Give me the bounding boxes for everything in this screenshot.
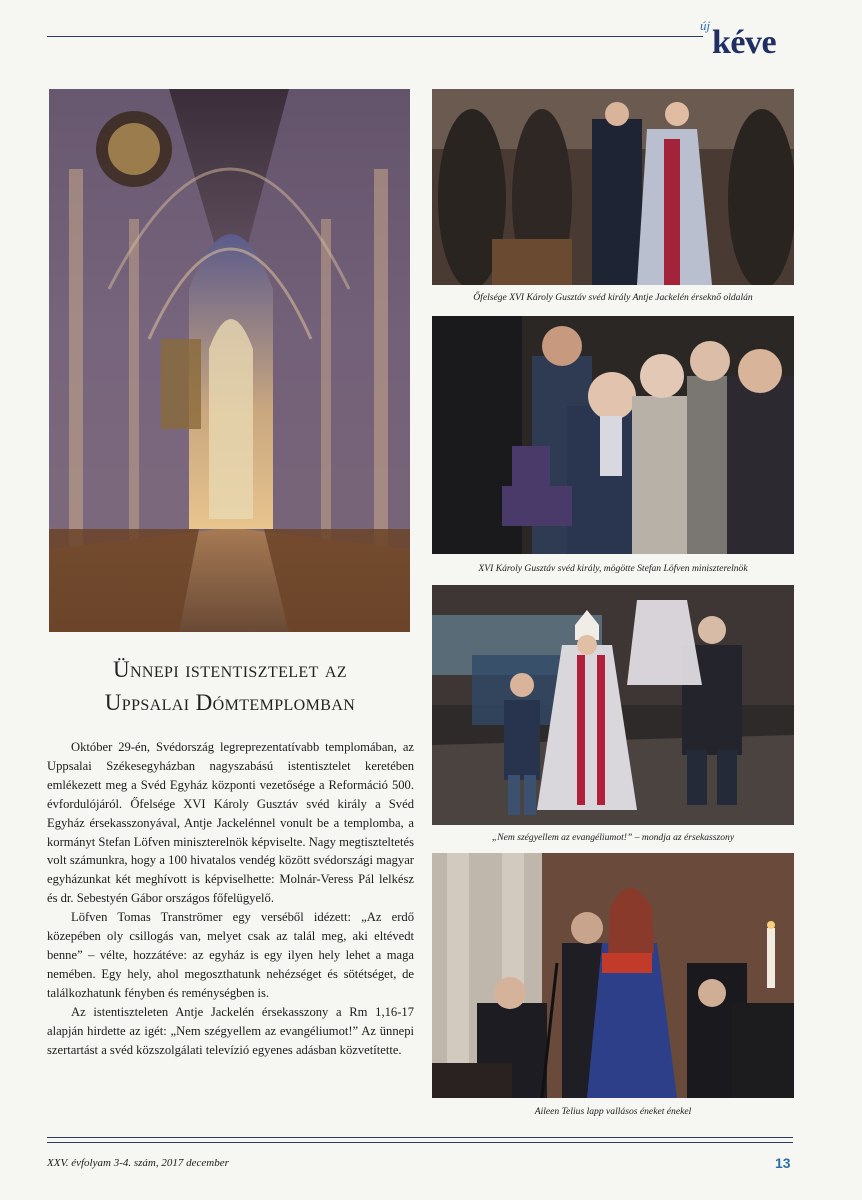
article-title-line2: Uppsalai Dómtemplomban: [104, 690, 356, 715]
footer-rule-thin: [47, 1142, 793, 1143]
king-reading-photo: [432, 316, 794, 554]
article-paragraph: Az istentiszteleten Antje Jackelén érsekasszony a Rm 1,16-17 alapján hirdette az igét: „Nem szégyellem az evangéliumot!” Az ünnepi szertartást a svéd közszolgálati televízió egyenes adásban közvetítette.: [47, 1004, 414, 1057]
procession-caption: Őfelsége XVI Károly Gusztáv svéd király Antje Jackelén érseknő oldalán: [473, 292, 753, 303]
masthead-name: kéve: [712, 24, 777, 61]
procession-photo: [432, 89, 794, 285]
article-body: [47, 738, 414, 1059]
article-paragraph: Löfven Tomas Tranströmer egy verséből idézett: „Az erdő közepében oly csillogás van, melyet csak az talál meg, aki eltévedt benne” – vélte, hozzátéve: az egyház is egy ilyen hely lehet a maga nemében. Egy hely, ahol megoszthatunk nehézséget és sötétséget, de találkozhatunk fényben és reménységben is.: [47, 910, 414, 1000]
footer-rule: [47, 1137, 793, 1138]
singer-caption: Aileen Telius lapp vallásos éneket énekel: [534, 1106, 692, 1117]
article-paragraph: Október 29-én, Svédország legreprezentatívabb templomában, az Uppsalai Székesegyházban nagyszabású istentisztelet keretében emlékezett meg a Svéd Egyház központi vezetősége a Reformáció 500. évfordulójáról. Őfelsége XVI Károly Gusztáv svéd király a Svéd Egyház érsekasszonyával, Antje Jackelénnel vonult be a templomba, a kormányt Stefan Löfven miniszterelnök képviselte. Nagy megtiszteltetés volt számunkra, hogy a 100 hivatalos vendég között svédországi magyar egyházunkat két meghívott is képviselhette: Molnár-Veress Pál lelkész és dr. Sebestyén Gábor országos főfelügyelő.: [47, 740, 414, 906]
singer-photo: [432, 853, 794, 1098]
issue-info: XXV. évfolyam 3-4. szám, 2017 december: [47, 1157, 229, 1169]
cathedral-interior-photo: [49, 89, 410, 632]
archbishop-caption: „Nem szégyellem az evangéliumot!” – mondja az érsekasszony: [491, 832, 735, 843]
archbishop-photo: [432, 585, 794, 825]
masthead-prefix: új: [700, 18, 711, 33]
article-title: [49, 653, 411, 719]
article-title-line1: Ünnepi istentisztelet az: [112, 657, 348, 682]
masthead-logo: [700, 14, 810, 64]
page-number: 13: [775, 1155, 791, 1171]
king-reading-caption: XVI Károly Gusztáv svéd király, mögötte Stefan Löfven miniszterelnök: [478, 563, 748, 574]
header-rule: [47, 36, 703, 37]
